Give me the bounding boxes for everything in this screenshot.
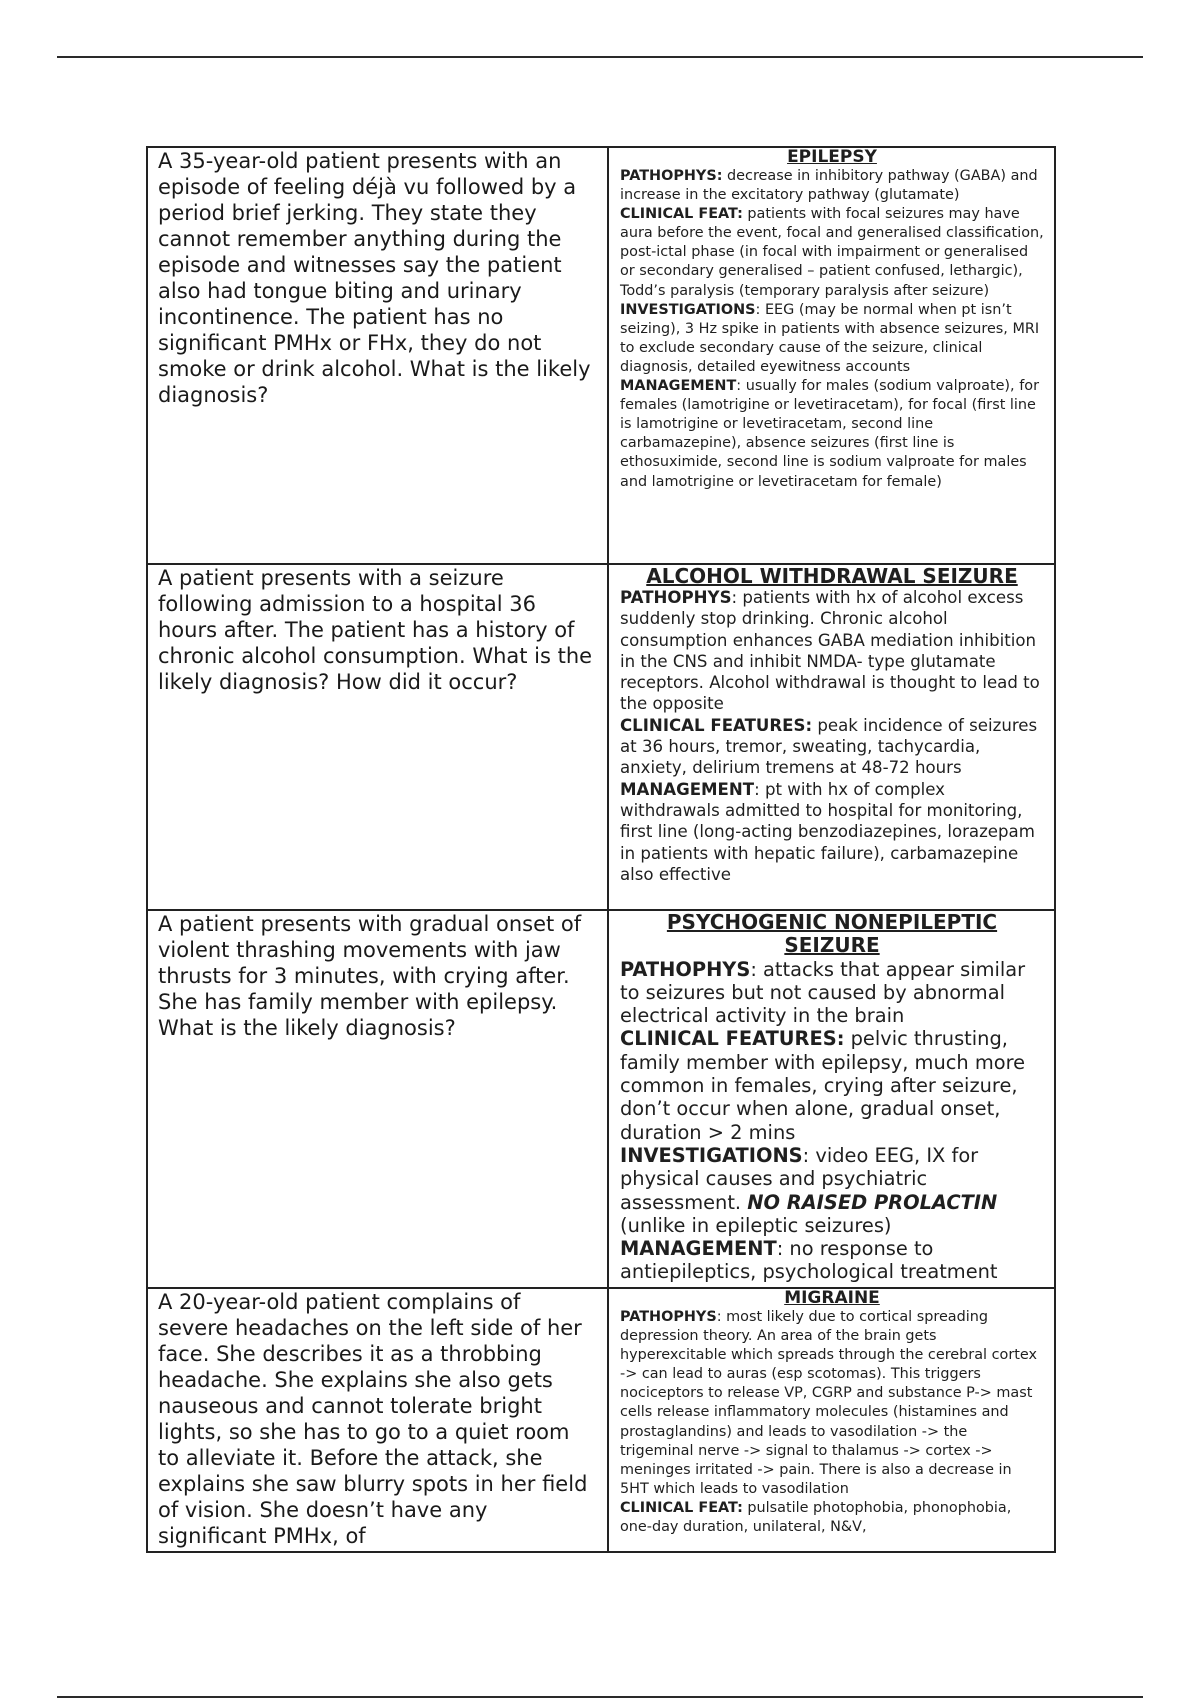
section-label: CLINICAL FEATURES: — [620, 1027, 845, 1051]
question-cell: A patient presents with gradual onset of violent thrashing movements with jaw thrusts for 3 minutes, with crying after. She has family member with epilepsy. What is the likely diagnosis? — [147, 910, 608, 1288]
section-label: CLINICAL FEAT: — [620, 206, 743, 223]
section-label: MANAGEMENT — [620, 779, 755, 799]
section-label: MANAGEMENT — [620, 1237, 777, 1261]
clinical-features-section — [620, 1499, 1044, 1537]
section-text: : attacks that appear similar to seizures but not caused by abnormal electrical activity in the brain — [620, 957, 1026, 1028]
emphasis-text: NO RAISED PROLACTIN — [747, 1190, 998, 1214]
management-section — [620, 779, 1044, 885]
section-label: PATHOPHYS — [620, 957, 751, 981]
table-row — [147, 1288, 1055, 1552]
section-label: MANAGEMENT — [620, 378, 737, 395]
management-section — [620, 1237, 1044, 1284]
flashcard-table — [146, 146, 1056, 1553]
pathophys-section — [620, 587, 1044, 715]
investigations-section — [620, 301, 1044, 377]
answer-cell — [608, 147, 1055, 564]
clinical-features-section — [620, 205, 1044, 300]
topic-title: PSYCHOGENIC NONEPILEPTIC SEIZURE — [666, 910, 998, 958]
section-label: PATHOPHYS — [620, 1309, 717, 1325]
section-text: : usually for males (sodium valproate), for females (lamotrigine or levetiracetam), for focal (first line is lamotrigine or levetiracetam, second line carbamazepine), absence seizures (first line is ethosuximide, second line is sodium valproate for males and lamotrigine or levetiracetam for female) — [620, 378, 1039, 490]
answer-cell — [608, 1288, 1055, 1552]
clinical-features-section — [620, 1027, 1044, 1143]
investigations-section — [620, 1144, 1044, 1237]
section-text: : patients with hx of alcohol excess suddenly stop drinking. Chronic alcohol consumption enhances GABA mediation inhibition in the CNS and inhibit NMDA- type glutamate receptors. Alcohol withdrawal is thought to lead to the opposite — [620, 588, 1040, 714]
answer-cell — [608, 564, 1055, 910]
section-text: : no response to antiepileptics, psychological treatment — [620, 1237, 998, 1284]
section-label: INVESTIGATIONS — [620, 301, 756, 318]
pathophys-section — [620, 958, 1044, 1028]
table-row — [147, 910, 1055, 1288]
pathophys-section — [620, 1308, 1044, 1499]
question-cell: A 35-year-old patient presents with an episode of feeling déjà vu followed by a period brief jerking. They state they cannot remember anything during the episode and witnesses say the patient also had tongue biting and urinary incontinence. The patient has no significant PMHx or FHx, they do not smoke or drink alcohol. What is the likely diagnosis? — [147, 147, 608, 564]
section-text: : pt with hx of complex withdrawals admitted to hospital for monitoring, first line (long-acting benzodiazepines, lorazepam in patients with hepatic failure), carbamazepine also effective — [620, 779, 1035, 884]
section-text: : video EEG, IX for physical causes and psychiatric assessment. — [620, 1143, 979, 1214]
header-rule — [57, 56, 1143, 58]
section-text: : most likely due to cortical spreading depression theory. An area of the brain gets hyperexcitable which spreads through the cerebral cortex -> can lead to auras (esp scotomas). This triggers nociceptors to release VP, CGRP and substance P-> mast cells release inflammatory molecules (histamines and prostaglandins) and leads to vasodilation -> the trigeminal nerve -> signal to thalamus -> cortex -> meninges irritated -> pain. There is also a decrease in 5HT which leads to vasodilation — [620, 1309, 1037, 1497]
section-text: pulsatile photophobia, phonophobia, one-day duration, unilateral, N&V, — [620, 1499, 1012, 1536]
question-cell: A patient presents with a seizure following admission to a hospital 36 hours after. The patient has a history of chronic alcohol consumption. What is the likely diagnosis? How did it occur? — [147, 564, 608, 910]
section-label: CLINICAL FEATURES: — [620, 715, 813, 735]
section-text: pelvic thrusting, family member with epilepsy, much more common in females, crying after seizure, don’t occur when alone, gradual onset, duration > 2 mins — [620, 1027, 1026, 1144]
footer-rule — [57, 1696, 1143, 1698]
section-text: patients with focal seizures may have aura before the event, focal and generalised classification, post-ictal phase (in focal with impairment or generalised or secondary generalised – patient confused, lethargic), Todd’s paralysis (temporary paralysis after seizure) — [620, 206, 1044, 299]
section-label: PATHOPHYS: — [620, 168, 723, 184]
table-row — [147, 147, 1055, 564]
table-row — [147, 564, 1055, 910]
question-cell: A 20-year-old patient complains of severe headaches on the left side of her face. She describes it as a throbbing headache. She explains she also gets nauseous and cannot tolerate bright lights, so she has to go to a quiet room to alleviate it. Before the attack, she explains she saw blurry spots in her field of vision. She doesn’t have any significant PMHx, of — [147, 1288, 608, 1552]
answer-cell — [608, 910, 1055, 1288]
topic-title: EPILEPSY — [787, 147, 877, 167]
section-label: CLINICAL FEAT: — [620, 1499, 743, 1516]
pathophys-section — [620, 167, 1044, 205]
clinical-features-section — [620, 715, 1044, 779]
section-label: PATHOPHYS — [620, 588, 732, 607]
management-section — [620, 377, 1044, 492]
topic-title: ALCOHOL WITHDRAWAL SEIZURE — [646, 564, 1018, 588]
section-label: INVESTIGATIONS — [620, 1143, 803, 1167]
section-text: : EEG (may be normal when pt isn’t seizing), 3 Hz spike in patients with absence seizures, MRI to exclude secondary cause of the seizure, clinical diagnosis, detailed eyewitness accounts — [620, 301, 1040, 375]
section-text-tail: (unlike in epileptic seizures) — [620, 1213, 892, 1237]
topic-title: MIGRAINE — [784, 1288, 880, 1308]
section-text: peak incidence of seizures at 36 hours, tremor, sweating, tachycardia, anxiety, delirium tremens at 48-72 hours — [620, 715, 1038, 778]
section-text: decrease in inhibitory pathway (GABA) and increase in the excitatory pathway (glutamate) — [620, 168, 1038, 204]
